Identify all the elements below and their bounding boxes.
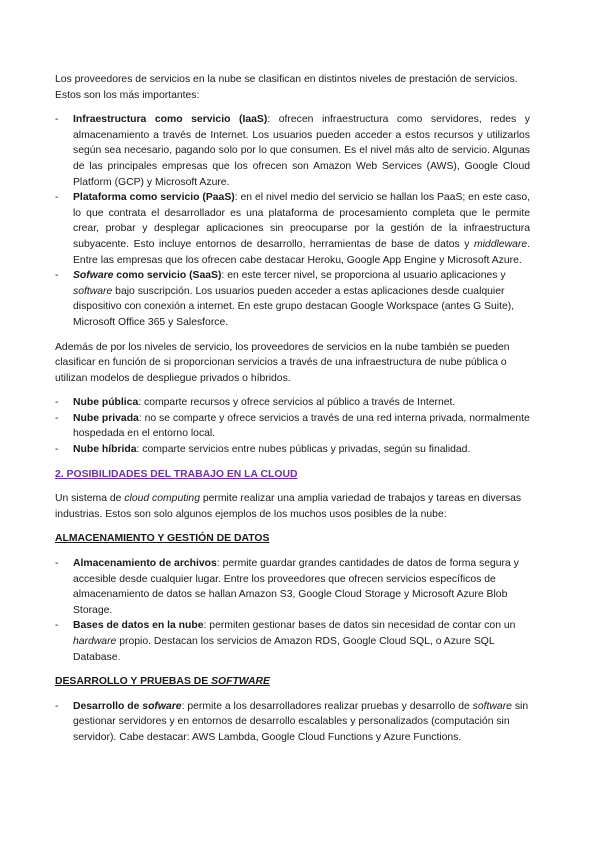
list-item-cloud-db [55,618,530,665]
dev-heading-a: DESARROLLO Y PRUEBAS DE [55,676,212,688]
deployment-intro: Además de por los niveles de servicio, los proveedores de servicios en la nube también se pueden clasificar en función de si proporcionan servicios a través de una infraestructura de nube pública o utilizan modelos de despliegue privados o híbridos. [55,341,510,384]
dev-heading-em: SOFTWARE [211,676,270,688]
term-dev-em: sofware [142,700,182,712]
desc-cloud-db-em: hardware [73,636,117,647]
storage-list [55,556,530,665]
bullet-dash: - [55,412,59,424]
list-item-private [55,411,530,442]
list-item-public [55,395,530,411]
desc-saas-a: : en este tercer nivel, se proporciona al usuario aplicaciones y [221,270,506,282]
desc-file-storage: : permite guardar grandes cantidades de datos de forma segura y accesible desde cualquier lugar. Entre los proveedores que ofrecen servicios específicos de almacenamiento de datos se hallan Amazon S3, Google Cloud Storage y Microsoft Azure Blob Storage. [73,558,519,616]
term-saas: como servicio (SaaS) [113,270,222,282]
term-saas-em: Sofware [73,270,114,282]
desc-cloud-db-b: propio. Destacan los servicios de Amazon RDS, Google Cloud SQL, o Azure SQL Database. [73,636,495,663]
term-iaas: Infraestructura como servicio (IaaS) [73,114,268,126]
term-cloud-db: Bases de datos en la nube [73,620,204,632]
list-item-saas [55,268,530,330]
desc-hybrid: : comparte servicios entre nubes públicas y privadas, según su finalidad. [136,444,471,456]
bullet-dash: - [55,558,59,570]
section-2-heading: 2. POSIBILIDADES DEL TRABAJO EN LA CLOUD [55,468,298,480]
list-item-iaas [55,112,530,190]
desc-saas-em: software [73,285,113,297]
desc-iaas: : ofrecen infraestructura como servidores, redes y almacenamiento a través de Internet. Los usuarios pueden acceder a estos recursos y utilizarlos según sea necesario, pagando solo por lo que consumen. Es el nivel más alto de servicio. Algunas de las principales empresas que los ofrecen son Amazon Web Services (AWS), Google Cloud Platform (GCP) y Microsoft Azure. [73,114,530,188]
list-item-hybrid [55,442,530,458]
section-2-intro [55,491,530,522]
storage-heading: ALMACENAMIENTO Y GESTIÓN DE DATOS [55,533,270,545]
bullet-dash: - [55,397,59,409]
document-page [55,72,530,755]
service-levels-list [55,112,530,330]
desc-public: : comparte recursos y ofrece servicios al público a través de Internet. [138,397,456,409]
bullet-dash: - [55,192,59,204]
list-item-paas [55,190,530,268]
desc-dev-a: : permite a los desarrolladores realizar pruebas y desarrollo de [181,700,473,712]
section-2-intro-em: cloud computing [124,493,200,505]
list-item-dev [55,699,530,746]
section-2-intro-b: permite realizar una amplia variedad de trabajos y tareas en diversas industrias. Estos son solo algunos ejemplos de los muchos usos posibles de la nube: [55,493,522,520]
dev-list [55,699,530,746]
term-hybrid: Nube híbrida [73,444,137,456]
bullet-dash: - [55,700,59,712]
term-dev-a: Desarrollo de [73,700,143,712]
desc-saas-b: bajo suscripción. Los usuarios pueden acceder a estas aplicaciones desde cualquier dispositivo con conexión a internet. En este grupo destacan Google Workspace (antes G Suite), Microsoft Office 365 y Salesforce. [73,285,515,328]
list-item-file-storage [55,556,530,618]
desc-paas-a: : en el nivel medio del servicio se hallan los PaaS; en este caso, lo que contrata el desarrollador es una plataforma de procesamiento completa que le permite crear, probar y desplegar aplicaciones sin preocuparse por la gestión de la infraestructura subyacente. Esto incluye entornos de desarrollo, herramientas de base de datos y [73,192,530,250]
term-paas: Plataforma como servicio (PaaS) [73,192,235,204]
bullet-dash: - [55,444,59,456]
desc-dev-em: software [472,700,512,712]
intro-paragraph: Los proveedores de servicios en la nube se clasifican en distintos niveles de prestación de servicios. Estos son los más importantes: [55,74,518,101]
desc-paas-b: . Entre las empresas que los ofrecen cabe destacar Heroku, Google App Engine y Microsoft Azure. [73,238,530,266]
bullet-dash: - [55,270,59,282]
term-public: Nube pública [73,397,139,409]
desc-cloud-db-a: : permiten gestionar bases de datos sin necesidad de contar con un [203,620,516,632]
bullet-dash: - [55,620,59,632]
section-2-intro-a: Un sistema de [55,493,125,505]
desc-private: : no se comparte y ofrece servicios a través de una red interna privada, normalmente hospedada en el entorno local. [73,412,530,440]
dev-heading [55,674,530,690]
desc-paas-em: middleware [473,238,528,250]
term-private: Nube privada [73,412,139,424]
desc-dev-b: sin gestionar servidores y en entornos de desarrollo escalables y personalizados (computación sin servidor). Cabe destacar: AWS Lambda, Google Cloud Functions y Azure Functions. [73,700,529,743]
bullet-dash: - [55,114,59,126]
term-file-storage: Almacenamiento de archivos [73,558,217,570]
deployment-list [55,395,530,457]
